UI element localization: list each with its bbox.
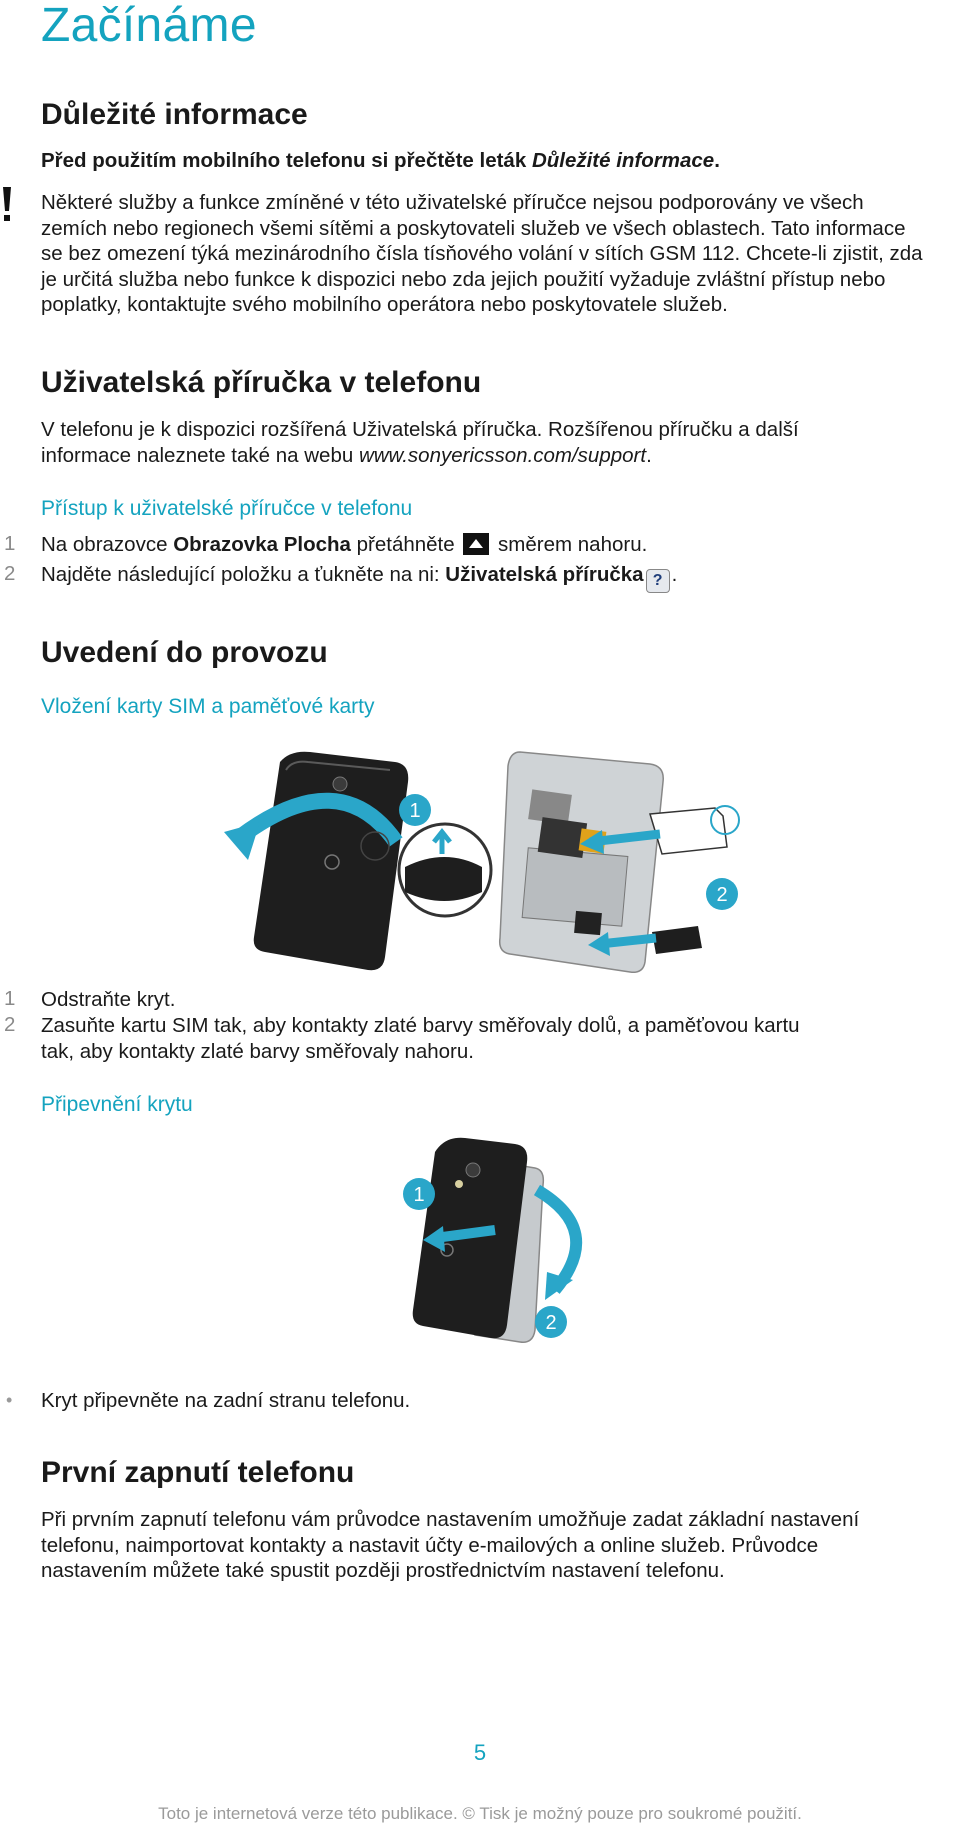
user-guide-line2-prefix: informace naleznete také na webu (41, 443, 359, 467)
phone-back-cover (254, 752, 409, 971)
important-lead-italic: Důležité informace (531, 149, 715, 172)
callout-1-label: 1 (409, 800, 421, 822)
heading-user-guide: Uživatelská příručka v telefonu (41, 366, 482, 399)
warning-line: poplatky, kontaktujte svého mobilního operátora nebo poskytovatele služeb. (41, 293, 728, 316)
first-power-on-text (41, 1507, 960, 1584)
step-access-2 (41, 562, 960, 593)
warning-line: Některé služby a funkce zmíněné v této uživatelské příručce nejsou podporovány ve všech (41, 191, 864, 214)
arrow-up-icon (463, 533, 489, 555)
support-link[interactable]: www.sonyericsson.com/support (358, 443, 647, 467)
heading-first-power-on: První zapnutí telefonu (41, 1456, 355, 1489)
paragraph-line: Při prvním zapnutí telefonu vám průvodce nastavením umožňuje zadat základní nastavení (41, 1508, 860, 1531)
user-guide-line2-suffix: . (646, 443, 652, 467)
arrow-head (224, 822, 260, 860)
warning-line: je určitá služba nebo funkce k dispozici nebo zda jejich použití vyžaduje zvláštní přístup nebo (41, 267, 886, 291)
attach-cover-illustration (395, 1130, 605, 1352)
bullet-attach-cover: Kryt připevněte na zadní stranu telefonu. (41, 1389, 411, 1412)
step-access-1 (41, 532, 960, 558)
step-bold-text: Obrazovka Plocha (173, 533, 351, 556)
warning-icon (0, 185, 14, 225)
step-number: 1 (4, 532, 16, 555)
important-lead-prefix: Před použitím mobilního telefonu si přečtěte leták (41, 149, 532, 172)
step-text: přetáhněte (350, 533, 461, 556)
callout-2-label: 2 (716, 884, 728, 906)
page-number: 5 (473, 1740, 487, 1765)
subheading-attach-cover: Připevnění krytu (41, 1093, 193, 1116)
step-text: směrem nahoru. (492, 533, 648, 556)
warning-line: se bez omezení týká mezinárodního čísla tísňového volání v sítích GSM 112. Chcete-li zjistit, zda (41, 242, 923, 265)
user-guide-line2 (41, 443, 960, 469)
bullet-icon: • (6, 1390, 13, 1410)
heading-getting-started: Uvedení do provozu (41, 636, 328, 669)
callout-1-label: 1 (413, 1184, 425, 1206)
page-footer: Toto je internetová verze této publikace. © Tisk je možný pouze pro soukromé použití. (158, 1804, 802, 1823)
step-insert-cards (41, 1013, 960, 1064)
callout-2-label: 2 (545, 1312, 557, 1334)
step-text: Na obrazovce (41, 533, 174, 556)
step-text: Najděte následující položku a ťukněte na ni: (41, 563, 446, 586)
step-insert-line2: tak, aby kontakty zlaté barvy směřovaly nahoru. (41, 1039, 474, 1063)
step-insert-line1: Zasuňte kartu SIM tak, aby kontakty zlaté barvy směřovaly dolů, a paměťovou kartu (41, 1014, 800, 1037)
important-lead (41, 148, 960, 174)
step-bold-text: Uživatelská příručka (445, 563, 644, 586)
page-title: Začínáme (41, 0, 257, 52)
step-number: 2 (4, 1013, 16, 1036)
user-guide-text (41, 417, 960, 468)
memory-card (652, 926, 702, 954)
heading-important-info: Důležité informace (41, 98, 308, 131)
subheading-insert-sim: Vložení karty SIM a paměťové karty (41, 695, 375, 718)
warning-line: zemích nebo regionech všemi sítěmi a poskytovateli služeb ve všech oblastech. Tato informace (41, 216, 906, 240)
warning-text (41, 190, 960, 318)
step-number: 1 (4, 987, 16, 1010)
step-remove-cover: Odstraňte kryt. (41, 988, 176, 1011)
sim-insert-illustration (220, 742, 760, 982)
help-icon: ? (646, 569, 670, 593)
important-lead-suffix: . (714, 149, 720, 172)
step-text: . (671, 563, 678, 586)
step-number: 2 (4, 562, 16, 585)
paragraph-line: telefonu, naimportovat kontakty a nastavit účty e-mailových a online služeb. Průvodce (41, 1533, 819, 1557)
subheading-access-guide: Přístup k uživatelské příručce v telefonu (41, 497, 413, 520)
paragraph-line: nastavením můžete také spustit později prostřednictvím nastavení telefonu. (41, 1559, 725, 1582)
user-guide-line1: V telefonu je k dispozici rozšířená Uživatelská příručka. Rozšířenou příručku a další (41, 418, 799, 441)
